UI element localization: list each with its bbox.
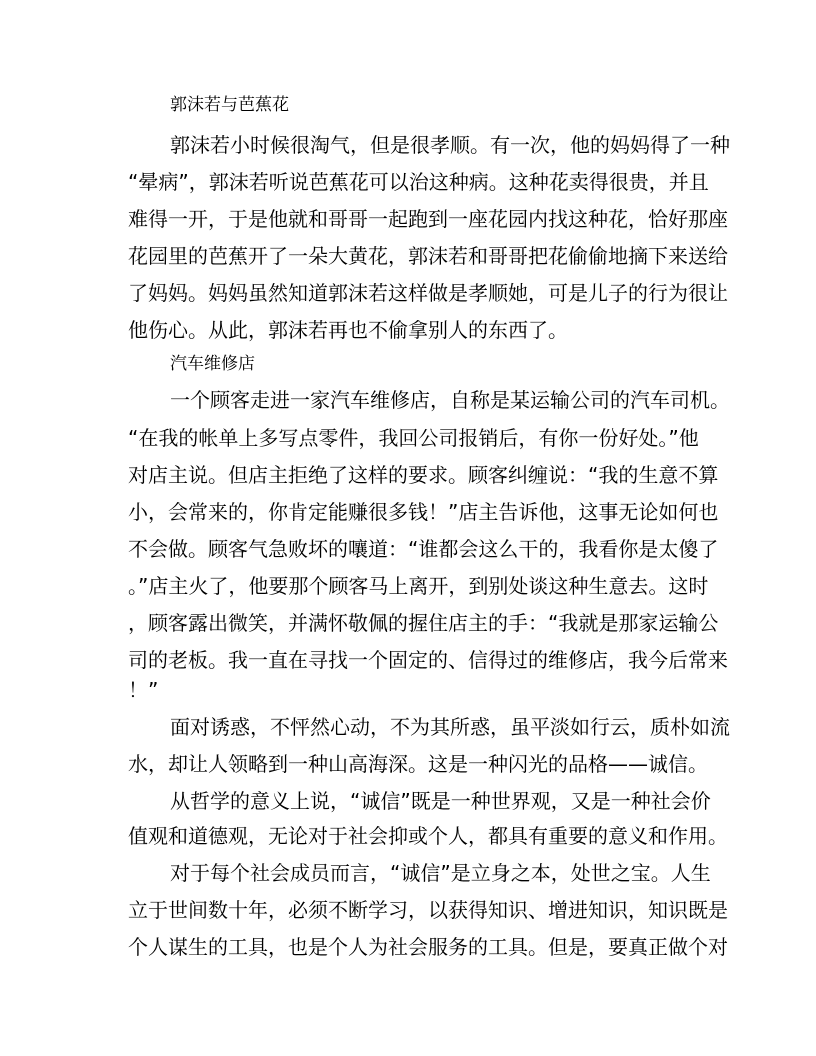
paragraph-line: 水，却让人领略到一种山高海深。这是一种闪光的品格——诚信。 — [128, 752, 708, 776]
paragraph-line: 个人谋生的工具，也是个人为社会服务的工具。但是，要真正做个对 — [128, 935, 728, 959]
paragraph-line: “在我的帐单上多写点零件，我回公司报销后，有你一份好处。”他 — [128, 426, 699, 450]
paragraph-line: 值观和道德观，无论对于社会抑或个人，都具有重要的意义和作用。 — [128, 824, 728, 848]
paragraph-line: 他伤心。从此，郭沫若再也不偷拿别人的东西了。 — [128, 318, 568, 342]
paragraph-line: 花园里的芭蕉开了一朵大黄花，郭沫若和哥哥把花偷偷地摘下来送给 — [128, 244, 728, 268]
paragraph-line: 小，会常来的，你肯定能赚很多钱！”店主告诉他，这事无论如何也 — [128, 500, 719, 524]
paragraph-line: ，顾客露出微笑，并满怀敬佩的握住店主的手：“我就是那家运输公 — [128, 611, 719, 635]
paragraph-line: 。”店主火了，他要那个顾客马上离开，到别处谈这种生意去。这时 — [128, 574, 709, 598]
paragraph-line: 郭沫若小时候很淘气，但是很孝顺。有一次，他的妈妈得了一种 — [170, 133, 730, 157]
paragraph-line: 一个顾客走进一家汽车维修店，自称是某运输公司的汽车司机。 — [170, 388, 730, 412]
paragraph-line: ！” — [128, 678, 159, 702]
paragraph-line: 面对诱惑，不怦然心动，不为其所惑，虽平淡如行云，质朴如流 — [170, 715, 730, 739]
paragraph-line: 了妈妈。妈妈虽然知道郭沫若这样做是孝顺她，可是儿子的行为很让 — [128, 281, 728, 305]
heading-guo-moruo: 郭沫若与芭蕉花 — [170, 95, 289, 115]
paragraph-line: “晕病”，郭沫若听说芭蕉花可以治这种病。这种花卖得很贵，并且 — [128, 170, 709, 194]
heading-car-repair: 汽车维修店 — [170, 354, 255, 374]
paragraph-line: 对店主说。但店主拒绝了这样的要求。顾客纠缠说：“我的生意不算 — [128, 463, 719, 487]
paragraph-line: 司的老板。我一直在寻找一个固定的、信得过的维修店，我今后常来 — [128, 648, 728, 672]
paragraph-line: 立于世间数十年，必须不断学习，以获得知识、增进知识，知识既是 — [128, 898, 728, 922]
paragraph-line: 从哲学的意义上说，“诚信”既是一种世界观，又是一种社会价 — [170, 789, 711, 813]
paragraph-line: 对于每个社会成员而言，“诚信”是立身之本，处世之宝。人生 — [170, 861, 711, 885]
paragraph-line: 难得一开，于是他就和哥哥一起跑到一座花园内找这种花，恰好那座 — [128, 207, 728, 231]
paragraph-line: 不会做。顾客气急败坏的嚷道：“谁都会这么干的，我看你是太傻了 — [128, 537, 719, 561]
